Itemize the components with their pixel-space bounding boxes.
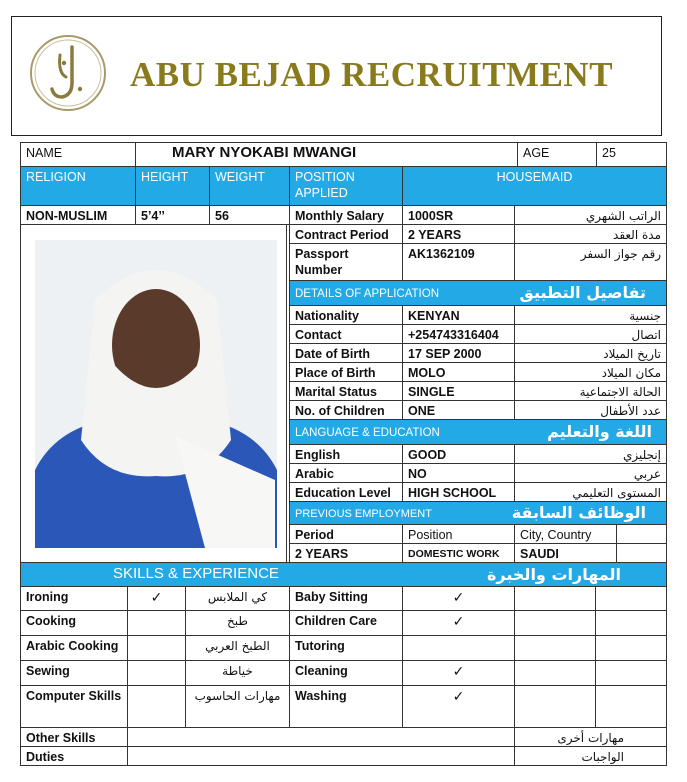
duties-value — [127, 746, 515, 766]
religion-header: RELIGION — [20, 166, 136, 206]
duties-label-ar: الواجبات — [514, 746, 667, 766]
dob-label-ar: تاريخ الميلاد — [514, 343, 667, 363]
nationality-label-ar: جنسية — [514, 305, 667, 325]
height-header: HEIGHT — [135, 166, 210, 206]
contract-period-label-ar: مدة العقد — [514, 224, 667, 244]
salary-label: Monthly Salary — [289, 205, 403, 225]
skill-cooking-label: Cooking — [20, 610, 128, 636]
employment-position: DOMESTIC WORK — [402, 543, 515, 563]
skills-empty-cell — [514, 635, 596, 661]
skill-cooking-check — [127, 610, 186, 636]
religion-value: NON-MUSLIM — [20, 205, 136, 225]
other-skills-label-ar: مهارات أخرى — [514, 727, 667, 747]
age-value: 25 — [596, 142, 667, 167]
pob-value: MOLO — [402, 362, 515, 382]
arabic-label: Arabic — [289, 463, 403, 483]
children-label-ar: عدد الأطفال — [514, 400, 667, 420]
employment-period: 2 YEARS — [289, 543, 403, 563]
details-title-ar: تفاصيل التطبيق — [519, 283, 646, 302]
education-label: Education Level — [289, 482, 403, 502]
skill-tutoring-check — [402, 635, 515, 661]
employment-empty-cell — [616, 524, 667, 544]
arabic-label-ar: عربي — [514, 463, 667, 483]
letterhead — [11, 16, 662, 136]
skills-title-ar: المهارات والخبرة — [486, 565, 621, 584]
other-skills-value — [127, 727, 515, 747]
applicant-photo — [35, 240, 277, 548]
skill-tutoring-label: Tutoring — [289, 635, 403, 661]
name-value: MARY NYOKABI MWANGI — [135, 142, 518, 167]
skills-empty-cell — [595, 660, 667, 686]
skill-sewing-check — [127, 660, 186, 686]
language-title-ar: اللغة والتعليم — [547, 422, 652, 441]
skill-ironing-label: Ironing — [20, 586, 128, 611]
contact-label: Contact — [289, 324, 403, 344]
skill-arabic-cooking-ar: الطبخ العربي — [185, 635, 290, 661]
weight-value: 56 — [209, 205, 290, 225]
english-label: English — [289, 444, 403, 464]
skill-cleaning-label: Cleaning — [289, 660, 403, 686]
nationality-label: Nationality — [289, 305, 403, 325]
employment-country: SAUDI — [514, 543, 617, 563]
marital-label-ar: الحالة الاجتماعية — [514, 381, 667, 401]
children-value: ONE — [402, 400, 515, 420]
dob-value: 17 SEP 2000 — [402, 343, 515, 363]
details-title: DETAILS OF APPLICATION — [295, 288, 439, 300]
weight-header: WEIGHT — [209, 166, 290, 206]
passport-label: Passport Number — [289, 243, 403, 281]
language-band — [289, 419, 667, 445]
calligraphy-seal-icon — [28, 33, 108, 113]
skill-computer-check — [127, 685, 186, 728]
children-label: No. of Children — [289, 400, 403, 420]
skills-empty-cell — [595, 685, 667, 728]
application-form — [20, 142, 667, 764]
language-title: LANGUAGE & EDUCATION — [295, 427, 440, 439]
english-label-ar: إنجليزي — [514, 444, 667, 464]
contract-period-value: 2 YEARS — [402, 224, 515, 244]
skill-sewing-ar: خياطة — [185, 660, 290, 686]
skill-cleaning-check: ✓ — [402, 660, 515, 686]
nationality-value: KENYAN — [402, 305, 515, 325]
salary-label-ar: الراتب الشهري — [514, 205, 667, 225]
skill-cooking-ar: طبخ — [185, 610, 290, 636]
employment-empty-cell-2 — [616, 543, 667, 563]
skills-empty-cell — [595, 610, 667, 636]
skill-childcare-check: ✓ — [402, 610, 515, 636]
skill-arabic-cooking-check — [127, 635, 186, 661]
skill-computer-ar: مهارات الحاسوب — [185, 685, 290, 728]
skill-washing-check: ✓ — [402, 685, 515, 728]
english-value: GOOD — [402, 444, 515, 464]
employment-title: PREVIOUS EMPLOYMENT — [295, 508, 432, 520]
arabic-value: NO — [402, 463, 515, 483]
education-label-ar: المستوى التعليمي — [514, 482, 667, 502]
skills-band — [20, 562, 667, 587]
skills-empty-cell — [514, 586, 596, 611]
pob-label: Place of Birth — [289, 362, 403, 382]
skills-empty-cell — [595, 586, 667, 611]
employment-band — [289, 501, 667, 525]
marital-label: Marital Status — [289, 381, 403, 401]
skill-sewing-label: Sewing — [20, 660, 128, 686]
skill-ironing-check: ✓ — [127, 586, 186, 611]
age-label: AGE — [517, 142, 597, 167]
passport-label-ar: رقم جواز السفر — [514, 243, 667, 281]
col-country: City, Country — [514, 524, 617, 544]
skills-empty-cell — [595, 635, 667, 661]
skill-babysitting-check: ✓ — [402, 586, 515, 611]
salary-value: 1000SR — [402, 205, 515, 225]
pob-label-ar: مكان الميلاد — [514, 362, 667, 382]
photo-frame — [20, 224, 287, 563]
skills-empty-cell — [514, 610, 596, 636]
details-band — [289, 280, 667, 306]
dob-label: Date of Birth — [289, 343, 403, 363]
marital-value: SINGLE — [402, 381, 515, 401]
education-value: HIGH SCHOOL — [402, 482, 515, 502]
other-skills-label: Other Skills — [20, 727, 128, 747]
position-value: HOUSEMAID — [402, 166, 667, 206]
skills-empty-cell — [514, 685, 596, 728]
contact-label-ar: اتصال — [514, 324, 667, 344]
skill-arabic-cooking-label: Arabic Cooking — [20, 635, 128, 661]
company-name: ABU BEJAD RECRUITMENT — [130, 55, 614, 94]
duties-label: Duties — [20, 746, 128, 766]
passport-value: AK1362109 — [402, 243, 515, 281]
skills-empty-cell — [514, 660, 596, 686]
skills-title: SKILLS & EXPERIENCE — [113, 565, 279, 582]
skill-computer-label: Computer Skills — [20, 685, 128, 728]
position-header: POSITION APPLIED — [289, 166, 403, 206]
col-period: Period — [289, 524, 403, 544]
contact-value: +254743316404 — [402, 324, 515, 344]
contract-period-label: Contract Period — [289, 224, 403, 244]
height-value: 5’4’’ — [135, 205, 210, 225]
name-label: NAME — [20, 142, 136, 167]
skill-childcare-label: Children Care — [289, 610, 403, 636]
skill-babysitting-label: Baby Sitting — [289, 586, 403, 611]
col-position: Position — [402, 524, 515, 544]
skill-washing-label: Washing — [289, 685, 403, 728]
skill-ironing-ar: كي الملابس — [185, 586, 290, 611]
employment-title-ar: الوظائف السابقة — [511, 503, 646, 522]
